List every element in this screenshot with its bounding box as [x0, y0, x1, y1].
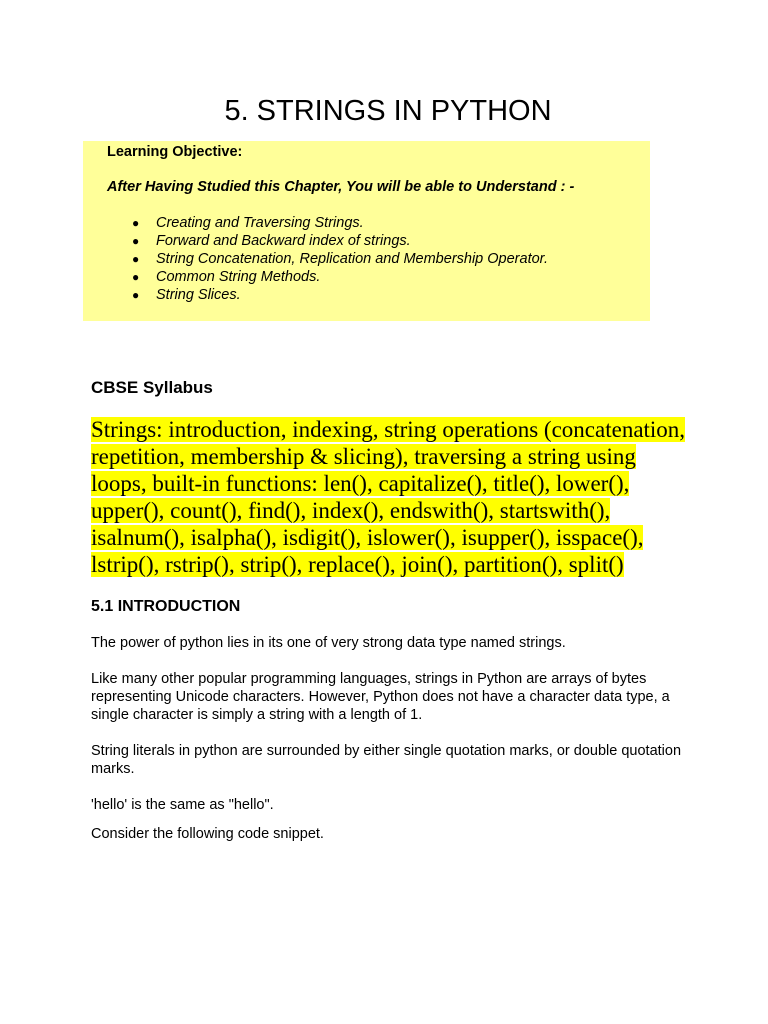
- objective-item: [132, 286, 650, 304]
- intro-paragraph: String literals in python are surrounded by either single quotation marks, or double quotation marks.: [91, 743, 682, 777]
- syllabus-highlight: Strings: introduction, indexing, string operations (concatenation, repetition, membership & slicing), traversing a string using loops, built-in functions: len(), capitalize(), title(), lower(), upper(), count(), find(), index(), endswith(), startswith(), isalnum(), isalpha(), isdigit(), islower(), isupper(), isspace(), lstrip(), rstrip(), strip(), replace(), join(), partition(), split(): [91, 417, 686, 577]
- page-title: 5. STRINGS IN PYTHON: [224, 95, 552, 127]
- objective-item-text: String Concatenation, Replication and Membership Operator.: [156, 251, 548, 267]
- objective-item: [132, 232, 650, 250]
- section-heading-introduction: 5.1 INTRODUCTION: [91, 598, 241, 615]
- objective-item-text: Forward and Backward index of strings.: [156, 233, 411, 249]
- objective-item-text: String Slices.: [156, 287, 241, 303]
- objective-item-text: Creating and Traversing Strings.: [156, 215, 364, 231]
- syllabus-text: [91, 416, 691, 578]
- bullet-icon: ●: [132, 270, 140, 284]
- intro-paragraph: Like many other popular programming languages, strings in Python are arrays of bytes representing Unicode characters. However, Python does not have a character data type, a single character is simply a string with a length of 1.: [91, 671, 670, 723]
- intro-paragraph: 'hello' is the same as "hello".: [91, 797, 274, 813]
- objective-item: [132, 268, 650, 286]
- learning-objective-box: [83, 141, 650, 321]
- bullet-icon: ●: [132, 252, 140, 266]
- objective-item: [132, 214, 650, 232]
- syllabus-heading: CBSE Syllabus: [91, 378, 213, 397]
- intro-paragraph: The power of python lies in its one of very strong data type named strings.: [91, 635, 566, 651]
- objective-heading: Learning Objective:: [107, 144, 243, 160]
- bullet-icon: ●: [132, 216, 140, 230]
- objective-item: [132, 250, 650, 268]
- intro-paragraph: Consider the following code snippet.: [91, 826, 324, 842]
- bullet-icon: ●: [132, 234, 140, 248]
- bullet-icon: ●: [132, 288, 140, 302]
- objective-item-text: Common String Methods.: [156, 269, 321, 285]
- objective-intro: After Having Studied this Chapter, You will be able to Understand : -: [107, 179, 575, 195]
- objective-list: [107, 214, 650, 304]
